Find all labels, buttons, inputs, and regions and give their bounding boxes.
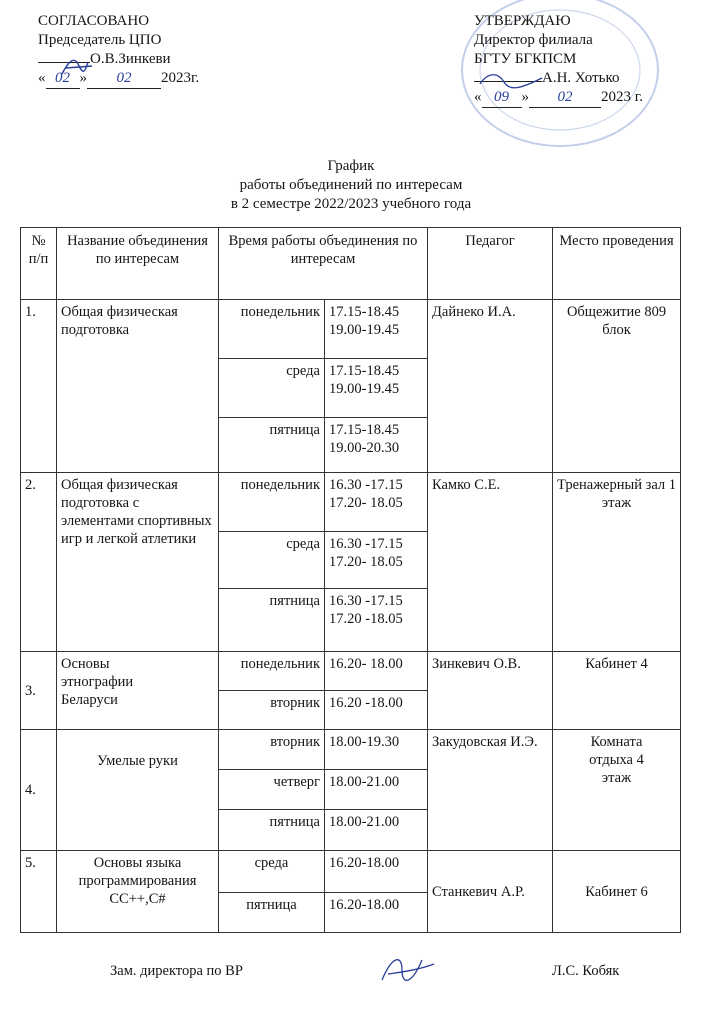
table-row xyxy=(21,851,681,893)
approval-right-date-month: 02 xyxy=(529,88,601,108)
schedule-day: пятница xyxy=(219,418,325,473)
table-row xyxy=(21,473,681,532)
time-2: 17.20 -18.05 xyxy=(329,611,403,627)
approval-left-date-year: 2023г. xyxy=(161,70,200,86)
row-place: Комната отдыха 4 этаж xyxy=(553,730,681,851)
approval-right-heading: УТВЕРЖДАЮ xyxy=(474,13,571,29)
time-2: 17.20- 18.05 xyxy=(329,495,403,511)
approval-right xyxy=(474,12,643,108)
schedule-day: пятница xyxy=(219,893,325,933)
schedule-time xyxy=(325,300,428,359)
time-1: 16.30 -17.15 xyxy=(329,593,403,609)
row-num: 1. xyxy=(21,300,57,473)
approval-left-date-day: 02 xyxy=(46,69,80,89)
approval-right-org: БГТУ БГКПСМ xyxy=(474,51,577,67)
approval-right-position: Директор филиала xyxy=(474,32,593,48)
signature-left-icon xyxy=(58,52,98,82)
row-place: Кабинет 4 xyxy=(553,652,681,730)
header-teacher: Педагог xyxy=(428,228,553,300)
row-num: 4. xyxy=(21,730,57,851)
schedule-day: пятница xyxy=(219,589,325,652)
schedule-time: 18.00-21.00 xyxy=(325,810,428,851)
schedule-day: среда xyxy=(219,851,325,893)
row-place: Тренажерный зал 1 этаж xyxy=(553,473,681,652)
schedule-day: понедельник xyxy=(219,473,325,532)
schedule-day: вторник xyxy=(219,730,325,770)
header-num: № п/п xyxy=(21,228,57,300)
table-row xyxy=(21,730,681,770)
footer-position: Зам. директора по ВР xyxy=(110,963,243,979)
schedule-time: 16.20 -18.00 xyxy=(325,691,428,730)
row-num: 3. xyxy=(21,652,57,730)
row-num: 2. xyxy=(21,473,57,652)
schedule-day: пятница xyxy=(219,810,325,851)
row-name: Основы этнографии Беларуси xyxy=(57,652,219,730)
time-1: 17.15-18.45 xyxy=(329,363,400,379)
time-1: 17.15-18.45 xyxy=(329,304,400,320)
time-2: 19.00-19.45 xyxy=(329,381,400,397)
row-num: 5. xyxy=(21,851,57,933)
time-1: 17.15-18.45 xyxy=(329,422,400,438)
signature-right-icon xyxy=(478,70,544,92)
title-line-1: График xyxy=(327,158,375,174)
schedule-time xyxy=(325,589,428,652)
header-place: Место проведения xyxy=(553,228,681,300)
row-teacher: Станкевич А.Р. xyxy=(428,851,553,933)
schedule-time xyxy=(325,359,428,418)
schedule-time: 18.00-19.30 xyxy=(325,730,428,770)
schedule-time xyxy=(325,418,428,473)
title-line-3: в 2 семестре 2022/2023 учебного года xyxy=(230,196,472,212)
time-2: 17.20- 18.05 xyxy=(329,554,403,570)
approval-left-date: « 02 » 02 2023г. xyxy=(38,69,199,89)
schedule-day: понедельник xyxy=(219,652,325,691)
signature-footer-icon xyxy=(378,950,438,992)
footer-name: Л.С. Кобяк xyxy=(552,963,620,979)
schedule-day: среда xyxy=(219,532,325,589)
schedule-time: 16.20- 18.00 xyxy=(325,652,428,691)
time-2: 19.00-19.45 xyxy=(329,322,400,338)
approval-right-date-year: 2023 г. xyxy=(601,89,643,105)
schedule-time xyxy=(325,532,428,589)
time-1: 16.30 -17.15 xyxy=(329,477,403,493)
table-row xyxy=(21,652,681,691)
row-name: Общая физическая подготовка с элементами спортивных игр и легкой атлетики xyxy=(57,473,219,652)
row-place: Кабинет 6 xyxy=(553,851,681,933)
time-2: 19.00-20.30 xyxy=(329,440,400,456)
schedule-day: четверг xyxy=(219,770,325,810)
time-1: 16.30 -17.15 xyxy=(329,536,403,552)
row-teacher: Камко С.Е. xyxy=(428,473,553,652)
schedule-time: 16.20-18.00 xyxy=(325,893,428,933)
schedule-time: 16.20-18.00 xyxy=(325,851,428,893)
title-line-2: работы объединений по интересам xyxy=(239,177,463,193)
approval-right-date: « 09 » 02 2023 г. xyxy=(474,88,643,108)
schedule-day: понедельник xyxy=(219,300,325,359)
row-teacher: Закудовская И.Э. xyxy=(428,730,553,851)
row-place: Общежитие 809 блок xyxy=(553,300,681,473)
approval-left-heading: СОГЛАСОВАНО xyxy=(38,13,150,29)
schedule-table xyxy=(20,227,681,933)
approval-right-name: А.Н. Хотько xyxy=(542,70,620,86)
row-teacher: Дайнеко И.А. xyxy=(428,300,553,473)
document-title xyxy=(0,157,702,214)
row-name: Общая физическая подготовка xyxy=(57,300,219,473)
schedule-time: 18.00-21.00 xyxy=(325,770,428,810)
schedule-day: среда xyxy=(219,359,325,418)
schedule-day: вторник xyxy=(219,691,325,730)
header-name: Название объединения по интересам xyxy=(57,228,219,300)
approval-left-position: Председатель ЦПО xyxy=(38,32,162,48)
row-name: Основы языка программирования CC++,C# xyxy=(57,851,219,933)
approval-left-name: О.В.Зинкеви xyxy=(90,51,171,67)
table-header-row xyxy=(21,228,681,300)
row-teacher: Зинкевич О.В. xyxy=(428,652,553,730)
header-time: Время работы объединения по интересам xyxy=(219,228,428,300)
table-row xyxy=(21,300,681,359)
row-name: Умелые руки xyxy=(57,730,219,851)
approval-left-date-month: 02 xyxy=(87,69,161,89)
approval-right-date-day: 09 xyxy=(482,88,522,108)
schedule-time xyxy=(325,473,428,532)
